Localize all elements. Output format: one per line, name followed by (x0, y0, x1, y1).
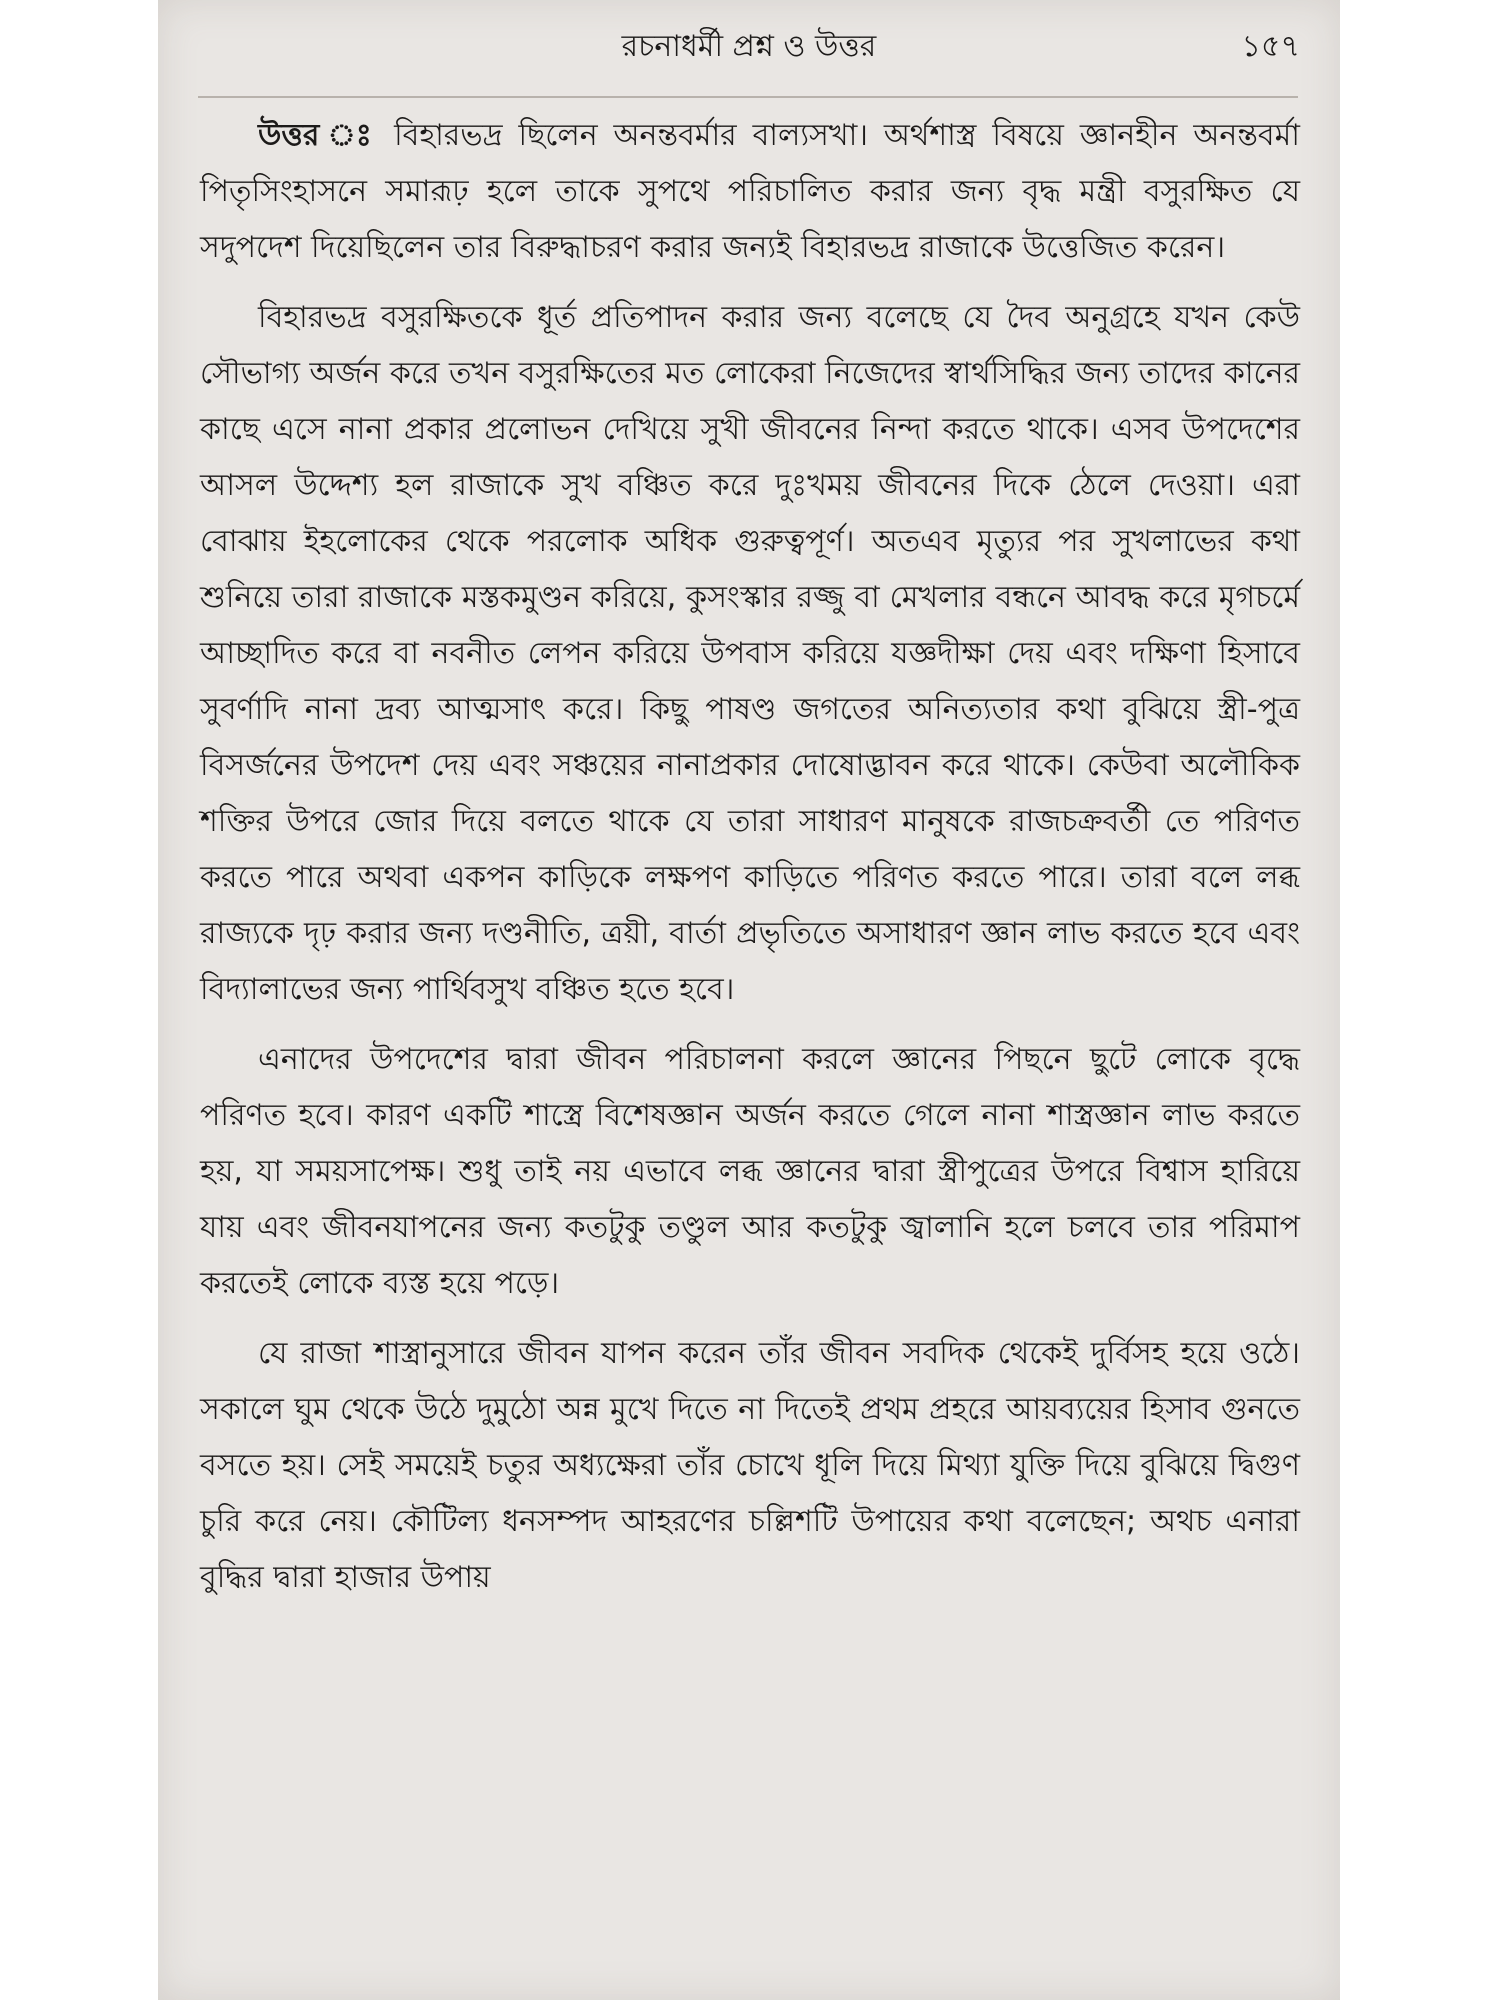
book-page (158, 0, 1340, 2000)
paragraph-3: এনাদের উপদেশের দ্বারা জীবন পরিচালনা করলে জ্ঞানের পিছনে ছুটে লোকে বৃদ্ধে পরিণত হবে। কারণ একটি শাস্ত্রে বিশেষজ্ঞান অর্জন করতে গেলে নানা শাস্ত্রজ্ঞান লাভ করতে হয়, যা সময়সাপেক্ষ। শুধু তাই নয় এভাবে লব্ধ জ্ঞানের দ্বারা স্ত্রীপুত্রের উপরে বিশ্বাস হারিয়ে যায় এবং জীবনযাপনের জন্য কতটুকু তণ্ডুল আর কতটুকু জ্বালানি হলে চলবে তার পরিমাপ করতেই লোকে ব্যস্ত হয়ে পড়ে। (200, 1042, 1300, 1301)
paragraph-1-text: বিহারভদ্র ছিলেন অনন্তবর্মার বাল্যসখা। অর্থশাস্ত্র বিষয়ে জ্ঞানহীন অনন্তবর্মা পিতৃসিংহাসনে সমারূঢ় হলে তাকে সুপথে পরিচালিত করার জন্য বৃদ্ধ মন্ত্রী বসুরক্ষিত যে সদুপদেশ দিয়েছিলেন তার বিরুদ্ধাচরণ করার জন্যই বিহারভদ্র রাজাকে উত্তেজিত করেন। (200, 118, 1300, 265)
answer-label: উত্তর ঃ (258, 118, 379, 153)
body-text (200, 108, 1300, 1620)
paragraph-1 (200, 108, 1300, 276)
page-number: ১৫৭ (1241, 29, 1300, 64)
paragraph-2: বিহারভদ্র বসুরক্ষিতকে ধূর্ত প্রতিপাদন করার জন্য বলেছে যে দৈব অনুগ্রহে যখন কেউ সৌভাগ্য অর্জন করে তখন বসুরক্ষিতের মত লোকেরা নিজেদের স্বার্থসিদ্ধির জন্য তাদের কানের কাছে এসে নানা প্রকার প্রলোভন দেখিয়ে সুখী জীবনের নিন্দা করতে থাকে। এসব উপদেশের আসল উদ্দেশ্য হল রাজাকে সুখ বঞ্চিত করে দুঃখময় জীবনের দিকে ঠেলে দেওয়া। এরা বোঝায় ইহলোকের থেকে পরলোক অধিক গুরুত্বপূর্ণ। অতএব মৃত্যুর পর সুখলাভের কথা শুনিয়ে তারা রাজাকে মস্তকমুণ্ডন করিয়ে, কুসংস্কার রজ্জু বা মেখলার বন্ধনে আবদ্ধ করে মৃগচর্মে আচ্ছাদিত করে বা নবনীত লেপন করিয়ে উপবাস করিয়ে যজ্ঞদীক্ষা দেয় এবং দক্ষিণা হিসাবে সুবর্ণাদি নানা দ্রব্য আত্মসাৎ করে। কিছু পাষণ্ড জগতের অনিত্যতার কথা বুঝিয়ে স্ত্রী-পুত্র বিসর্জনের উপদেশ দেয় এবং সঞ্চয়ের নানাপ্রকার দোষোদ্ভাবন করে থাকে। কেউবা অলৌকিক শক্তির উপরে জোর দিয়ে বলতে থাকে যে তারা সাধারণ মানুষকে রাজচক্রবর্তী তে পরিণত করতে পারে অথবা একপন কাড়িকে লক্ষপণ কাড়িতে পরিণত করতে পারে। তারা বলে লব্ধ রাজ্যকে দৃঢ় করার জন্য দণ্ডনীতি, ত্রয়ী, বার্তা প্রভৃতিতে অসাধারণ জ্ঞান লাভ করতে হবে এবং বিদ্যালাভের জন্য পার্থিবসুখ বঞ্চিত হতে হবে। (200, 300, 1300, 1007)
header-divider (198, 96, 1298, 98)
running-header (158, 22, 1340, 72)
paragraph-4: যে রাজা শাস্ত্রানুসারে জীবন যাপন করেন তাঁর জীবন সবদিক থেকেই দুর্বিসহ হয়ে ওঠে। সকালে ঘুম থেকে উঠে দুমুঠো অন্ন মুখে দিতে না দিতেই প্রথম প্রহরে আয়ব্যয়ের হিসাব গুনতে বসতে হয়। সেই সময়েই চতুর অধ্যক্ষেরা তাঁর চোখে ধূলি দিয়ে মিথ্যা যুক্তি দিয়ে বুঝিয়ে দ্বিগুণ চুরি করে নেয়। কৌটিল্য ধনসম্পদ আহরণের চল্লিশটি উপায়ের কথা বলেছেন; অথচ এনারা বুদ্ধির দ্বারা হাজার উপায় (200, 1336, 1300, 1595)
chapter-title: রচনাধর্মী প্রশ্ন ও উত্তর (621, 29, 877, 64)
